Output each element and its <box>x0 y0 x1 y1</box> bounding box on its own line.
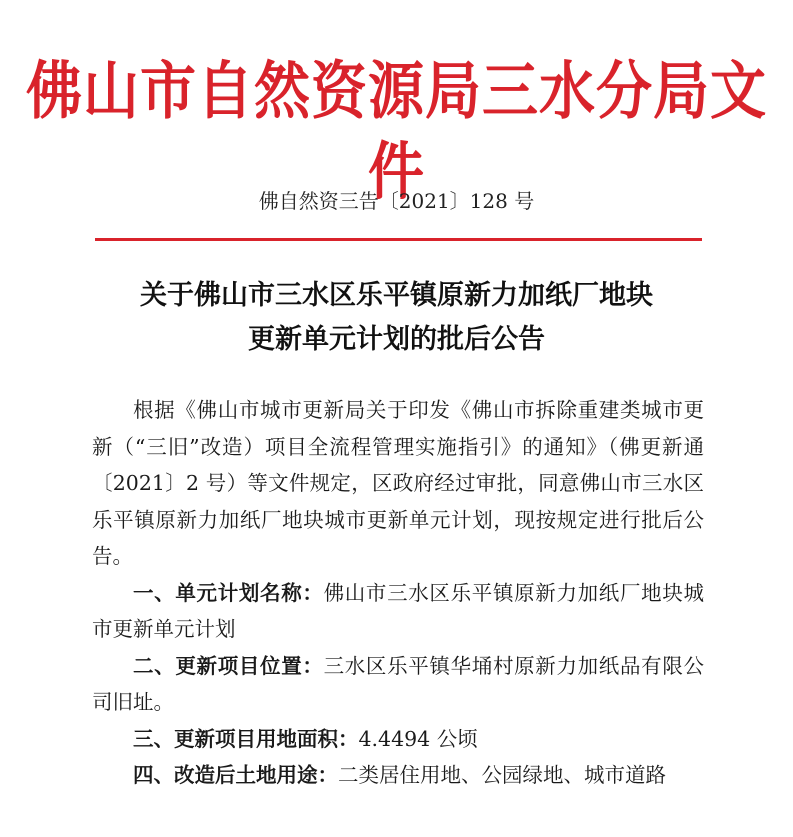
red-divider-line <box>95 238 702 241</box>
item-label-land-area: 三、更新项目用地面积： <box>133 726 359 751</box>
item-plan-name <box>92 575 704 648</box>
title-line-2: 更新单元计划的批后公告 <box>248 324 545 355</box>
document-number: 佛自然资三告〔2021〕128 号 <box>258 189 535 213</box>
item-project-location <box>92 648 704 721</box>
document-title <box>60 274 733 362</box>
document-body <box>92 392 704 794</box>
document-masthead: 佛山市自然资源局三水分局文件 <box>26 55 767 209</box>
item-label-land-use: 四、改造后土地用途： <box>133 763 338 787</box>
item-label-plan-name: 一、单元计划名称： <box>133 580 324 605</box>
item-land-area <box>92 721 704 758</box>
title-line-1: 关于佛山市三水区乐平镇原新力加纸厂地块 <box>140 280 653 311</box>
item-text-plan-name: 佛山市三水区乐平镇原新力加纸厂地块城市更新单元计划 <box>92 580 705 641</box>
item-text-land-area: 4.4494 公顷 <box>358 726 478 751</box>
intro-paragraph: 根据《佛山市城市更新局关于印发《佛山市拆除重建类城市更新（“三旧”改造）项目全流程管理实施指引》的通知》（佛更新通〔2021〕2 号）等文件规定，区政府经过审批，同意佛山市三水区乐平镇原新力加纸厂地块城市更新单元计划，现按规定进行批后公告。 <box>92 398 704 568</box>
item-text-project-location: 三水区乐平镇华埇村原新力加纸品有限公司旧址。 <box>92 653 705 714</box>
item-text-land-use: 二类居住用地、公园绿地、城市道路 <box>338 763 666 787</box>
item-land-use <box>92 757 704 794</box>
item-label-project-location: 二、更新项目位置： <box>133 653 324 678</box>
